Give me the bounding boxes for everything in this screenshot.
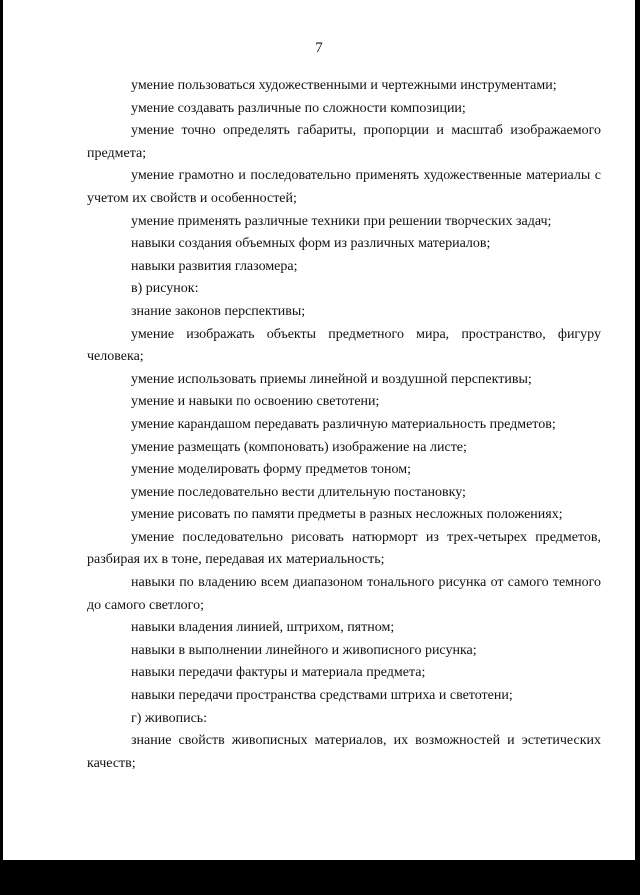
- paragraph: умение и навыки по освоению светотени;: [131, 394, 380, 410]
- section-heading: в) рисунок:: [131, 281, 199, 297]
- paragraph: умение изображать объекты предметного мира, пространство, фигуру человека;: [87, 326, 601, 365]
- paragraph: умение карандашом передавать различную материальность предметов;: [131, 416, 556, 432]
- document-page: [3, 0, 635, 860]
- paragraph: умение грамотно и последовательно применять художественные материалы с учетом их свойств и особенностей;: [87, 168, 601, 206]
- paragraph: знание свойств живописных материалов, их возможностей и эстетических качеств;: [87, 733, 601, 771]
- paragraph: навыки передачи фактуры и материала предмета;: [131, 665, 426, 681]
- paragraph: умение точно определять габариты, пропорции и масштаб изображаемого предмета;: [87, 123, 601, 161]
- section-heading: г) живопись:: [131, 710, 208, 726]
- paragraph: умение моделировать форму предметов тоном;: [131, 462, 412, 478]
- paragraph: навыки развития глазомера;: [131, 258, 298, 274]
- paragraph: умение использовать приемы линейной и воздушной перспективы;: [131, 371, 532, 387]
- paragraph: навыки по владению всем диапазоном тонального рисунка от самого темного до самого светлого;: [87, 575, 601, 613]
- paragraph: умение рисовать по памяти предметы в разных несложных положениях;: [131, 507, 563, 523]
- document-body: [87, 75, 601, 775]
- paragraph: навыки владения линией, штрихом, пятном;: [131, 620, 395, 636]
- paragraph: умение пользоваться художественными и чертежными инструментами;: [131, 78, 557, 93]
- paragraph: умение размещать (компоновать) изображение на листе;: [131, 439, 467, 455]
- paragraph: умение последовательно вести длительную постановку;: [131, 484, 466, 500]
- paragraph: умение последовательно рисовать натюрморт из трех-четырех предметов, разбирая их в тоне, передавая их материальность;: [87, 529, 601, 568]
- page-number: 7: [315, 40, 323, 56]
- paragraph: знание законов перспективы;: [131, 303, 306, 319]
- paragraph: навыки создания объемных форм из различных материалов;: [131, 236, 491, 252]
- paragraph: навыки в выполнении линейного и живописного рисунка;: [131, 642, 477, 658]
- paragraph: умение применять различные техники при решении творческих задач;: [131, 213, 552, 229]
- paragraph: умение создавать различные по сложности композиции;: [131, 100, 466, 116]
- paragraph: навыки передачи пространства средствами штриха и светотени;: [131, 688, 513, 704]
